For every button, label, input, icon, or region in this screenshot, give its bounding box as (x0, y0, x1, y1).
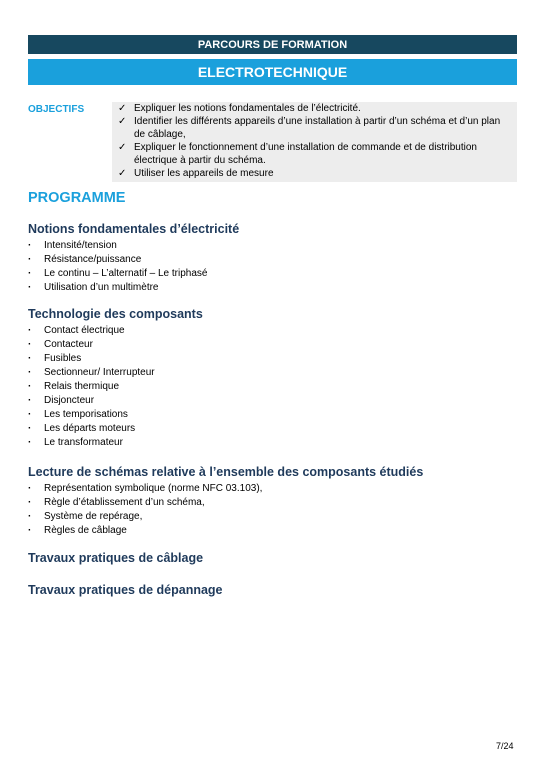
list-item: · Règle d’établissement d’un schéma, (28, 496, 508, 510)
section-title: Travaux pratiques de câblage (28, 551, 204, 565)
section-technologie-composants (28, 307, 508, 450)
section-tp-depannage (28, 583, 508, 598)
objectifs-box (112, 102, 517, 182)
page-title: ELECTROTECHNIQUE (197, 64, 348, 80)
list-item: · Les temporisations (28, 408, 508, 422)
list-item: · Fusibles (28, 352, 508, 366)
list-item: · Utilisation d’un multimètre (28, 281, 508, 295)
objectif-text: Expliquer le fonctionnement d’une installation de commande et de distribution électrique à partir du schéma. (134, 142, 477, 166)
section-list (28, 482, 508, 538)
objectif-item (112, 141, 517, 167)
objectif-item (112, 102, 517, 115)
section-tp-cablage (28, 551, 508, 566)
page-number: 7/24 (496, 741, 514, 751)
objectif-text: Utiliser les appareils de mesure (134, 168, 274, 179)
list-item: · Système de repérage, (28, 510, 508, 524)
list-item: · Contacteur (28, 338, 508, 352)
section-title: Technologie des composants (28, 307, 203, 321)
objectif-text: Identifier les différents appareils d’une installation à partir d’un schéma et d’un plan de câblage, (134, 116, 501, 140)
section-list (28, 239, 508, 295)
programme-heading: PROGRAMME (28, 190, 126, 206)
list-item: · Contact électrique (28, 324, 508, 338)
list-item: · Disjoncteur (28, 394, 508, 408)
list-item: · Relais thermique (28, 380, 508, 394)
top-banner (28, 35, 517, 54)
section-title: Travaux pratiques de dépannage (28, 583, 223, 597)
objectif-item (112, 115, 517, 141)
section-title: Notions fondamentales d’électricité (28, 222, 240, 236)
section-title: Lecture de schémas relative à l’ensemble des composants étudiés (28, 465, 424, 479)
list-item: · Sectionneur/ Interrupteur (28, 366, 508, 380)
check-icon: ✓ (118, 116, 127, 127)
check-icon: ✓ (118, 142, 127, 153)
section-notions-fondamentales (28, 222, 508, 295)
objectif-text: Expliquer les notions fondamentales de l’électricité. (134, 103, 361, 114)
list-item: · Règles de câblage (28, 524, 508, 538)
objectifs-list (112, 102, 517, 180)
section-lecture-schemas (28, 465, 508, 538)
objectif-item (112, 167, 517, 180)
check-icon: ✓ (118, 168, 127, 179)
section-list (28, 324, 508, 450)
list-item: · Représentation symbolique (norme NFC 03.103), (28, 482, 508, 496)
list-item: · Résistance/puissance (28, 253, 508, 267)
list-item: · Le continu – L’alternatif – Le triphasé (28, 267, 508, 281)
list-item: · Le transformateur (28, 436, 508, 450)
page-title-banner (28, 59, 517, 85)
list-item: · Les départs moteurs (28, 422, 508, 436)
list-item: · Intensité/tension (28, 239, 508, 253)
top-banner-text: PARCOURS DE FORMATION (197, 38, 348, 51)
check-icon: ✓ (118, 103, 127, 114)
objectifs-label: OBJECTIFS (28, 104, 85, 115)
